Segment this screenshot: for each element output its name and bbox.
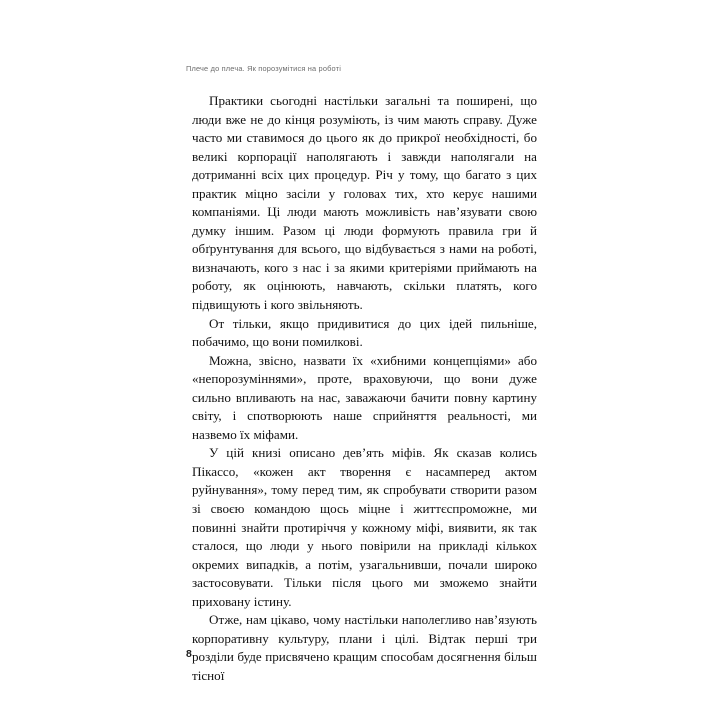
paragraph: Отже, нам цікаво, чому настільки наполегливо нав’язують корпоративну культуру, плани і цілі. Відтак перші три розділи буде присвячено кращим способам досягнення більш тісної [192,612,537,683]
paragraph: У цій книзі описано дев’ять міфів. Як сказав колись Пікассо, «кожен акт творення є насамперед актом руйнування», тому перед тим, як спробувати створити разом зі своєю командою щось міцне і життєспроможне, ми повинні знайти протиріччя у кожному міфі, виявити, як так сталося, що люди у нього повірили на прикладі кількох окремих випадків, а потім, узагальнивши, почали широко застосовувати. Тільки після цього ми зможемо знайти приховану істину. [192,445,537,609]
body-text-column [192,92,537,686]
paragraph: Можна, звісно, назвати їх «хибними концепціями» або «непорозуміннями», проте, враховуючи, що вони дуже сильно впливають на нас, заважаючи бачити повну картину світу, і спотворюють наше сприйняття реальності, ми назвемо їх міфами. [192,352,537,442]
running-head: Плече до плеча. Як порозумітися на роботі [186,64,342,73]
paragraph: Практики сьогодні настільки загальні та поширені, що люди вже не до кінця розуміють, із чим мають справу. Дуже часто ми ставимося до цього як до прикрої необхідності, бо великі корпорації наполягають і завжди наполягали на дотриманні всіх цих процедур. Річ у тому, що багато з цих практик міцно засіли у головах тих, хто керує нашими компаніями. Ці люди мають можливість нав’язувати свою думку іншим. Разом ці люди формують правила гри й обґрунтування для всього, що відбувається з нами на роботі, визначають, кого з нас і за якими критеріями приймають на роботу, як оцінюють, навчають, скільки платять, кого підвищують і кого звільняють. [192,93,537,313]
paragraph: От тільки, якщо придивитися до цих ідей пильніше, побачимо, що вони помилкові. [192,315,537,350]
page-number: 8 [186,648,192,660]
